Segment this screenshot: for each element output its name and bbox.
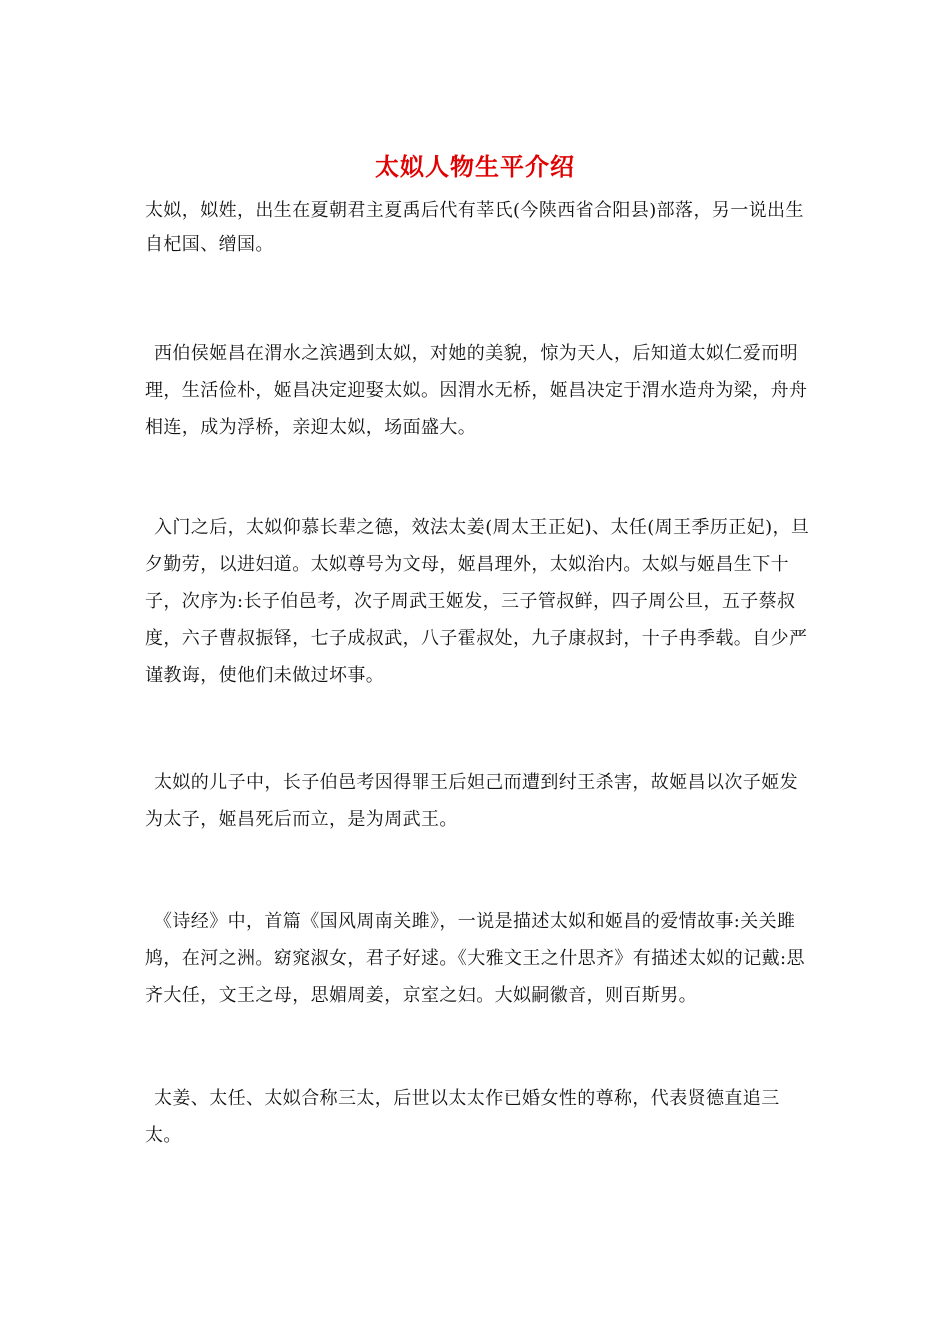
paragraph-intro: 太姒，姒姓，出生在夏朝君主夏禹后代有莘氏(今陕西省合阳县)部落，另一说出生自杞国、缯国。 (145, 200, 804, 255)
paragraph-crown-prince: 太姒的儿子中，长子伯邑考因得罪王后妲己而遭到纣王杀害，故姬昌以次子姬发为太子，姬昌死后而立，是为周武王。 (145, 772, 798, 830)
paragraph-shijing: 《诗经》中，首篇《国风周南关雎》，一说是描述太姒和姬昌的爱情故事:关关雎鸠，在河之洲。窈窕淑女，君子好逑。《大雅文王之什思齐》有描述太姒的记戴:思齐大任，文王之母，思媚周姜，京室之妇。大姒嗣徽音，则百斯男。 (145, 911, 805, 1006)
page-title: 太姒人物生平介绍 (375, 152, 575, 181)
paragraph-marriage: 西伯侯姬昌在渭水之滨遇到太姒，对她的美貌，惊为天人，后知道太姒仁爱而明理，生活俭朴，姬昌决定迎娶太姒。因渭水无桥，姬昌决定于渭水造舟为梁，舟舟相连，成为浮桥，亲迎太姒，场面盛大。 (145, 343, 808, 438)
paragraph-children: 入门之后，太姒仰慕长辈之德，效法太姜(周太王正妃)、太任(周王季历正妃)，旦夕勤劳，以进妇道。太姒尊号为文母，姬昌理外，太姒治内。太姒与姬昌生下十子，次序为:长子伯邑考，次子周武王姬发，三子管叔鲜，四子周公旦，五子蔡叔度，六子曹叔振铎，七子成叔武，八子霍叔处，九子康叔封，十子冉季载。自少严谨教诲，使他们未做过坏事。 (145, 517, 810, 686)
paragraph-san-tai: 太姜、太任、太姒合称三太，后世以太太作已婚女性的尊称，代表贤德直追三太。 (145, 1088, 780, 1146)
